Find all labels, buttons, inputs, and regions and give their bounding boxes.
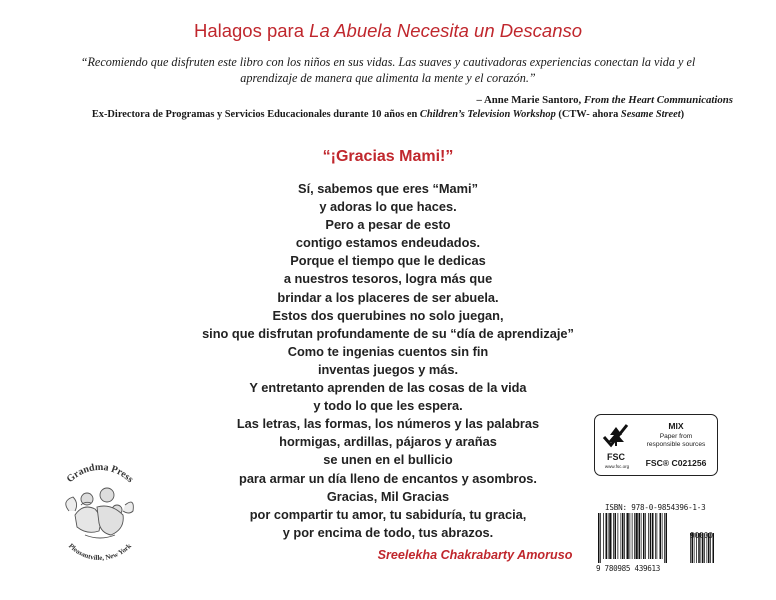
page-title (0, 20, 776, 42)
endorsement-quote: “Recomiendo que disfruten este libro con los niños en sus vidas. Las suaves y cautivadoras experiencias conectan la vida y el aprendizaje de manera que alimenta la mente y el corazón.” (80, 55, 696, 85)
title-book-name: La Abuela Necesita un Descanso (309, 20, 583, 41)
barcode-bar (648, 513, 649, 559)
barcode-bar (630, 513, 631, 559)
barcode-bar (657, 513, 658, 559)
poem-line: por compartir tu amor, tu sabiduría, tu gracia, (249, 506, 527, 522)
barcode-bar (639, 513, 641, 559)
barcode-bar (643, 513, 645, 559)
barcode-bar (613, 513, 614, 559)
poem-line: inventas juegos y más. (317, 361, 459, 377)
barcode-bar (603, 513, 604, 559)
isbn-barcode-digits: 9 780985 439613 (596, 564, 661, 573)
barcode-bar (627, 513, 629, 559)
poem-line: para armar un día lleno de encantos y asombros. (239, 470, 537, 486)
barcode-bar (650, 513, 652, 559)
barcode-bar (632, 513, 633, 559)
barcode-bar (664, 513, 665, 563)
fsc-code: FSC® C021256 (645, 458, 707, 468)
fsc-url: www.fsc.org (604, 464, 630, 469)
poem-line: sino que disfrutan profundamente de su “día de aprendizaje” (202, 325, 574, 341)
poem-line: se unen en el bullicio (323, 452, 453, 468)
barcode-bar (662, 513, 663, 559)
fsc-tree-checkmark-icon (599, 419, 633, 453)
price-addon-digits: 90000 (690, 531, 713, 540)
barcode-bar (636, 513, 638, 559)
poem-line: brindar a los placeres de ser abuela. (277, 289, 499, 305)
barcode-bar (609, 513, 611, 559)
fsc-paper-line: Paper from (659, 433, 693, 440)
poem-line: Sí, sabemos que eres “Mami” (298, 181, 478, 196)
endorsement-author-org: From the Heart Communications (583, 94, 733, 106)
barcode-bar (621, 513, 622, 559)
isbn-label: ISBN: 978-0-9854396-1-3 (605, 503, 706, 512)
barcode-bar (645, 513, 646, 559)
barcode-bar (624, 513, 625, 559)
role-mid: (CTW- ahora (555, 109, 621, 120)
barcode-bar (600, 513, 601, 563)
poem-author: Sreelekha Chakrabarty Amoruso (377, 548, 573, 562)
fsc-mix-label: MIX (668, 421, 684, 431)
barcode-bar (606, 513, 608, 559)
poem-line: Y entretanto aprenden de las cosas de la vida (249, 380, 527, 396)
poem-line: Las letras, las formas, los números y las palabras (236, 416, 540, 432)
publisher-city: Pleasantville, New York (66, 541, 134, 563)
barcode-bar (598, 513, 600, 563)
endorsement-author-name: – Anne Marie Santoro, (476, 94, 584, 106)
poem-line: hormigas, ardillas, pájaros y arañas (279, 434, 497, 450)
barcode-bar (608, 513, 609, 559)
role-show: Sesame Street (620, 109, 681, 120)
fsc-logo-text: FSC (607, 452, 625, 462)
publisher-name: Grandma Press (64, 461, 136, 486)
poem-line: y todo lo que les espera. (313, 398, 463, 414)
barcode-bar (622, 513, 624, 559)
fsc-paper-line: responsible sources (646, 440, 706, 448)
poem-line: y por encima de todo, tus abrazos. (282, 524, 494, 540)
role-suffix: ) (680, 109, 685, 120)
poem-line: contigo estamos endeudados. (295, 235, 481, 251)
endorsement-role (0, 108, 776, 122)
endorsement-author (0, 93, 733, 107)
barcode-bar (655, 513, 656, 559)
poem-body (178, 180, 598, 542)
poem-line: a nuestros tesoros, logra más que (283, 271, 493, 287)
barcode-bar (615, 513, 617, 559)
role-org: Children’s Television Workshop (419, 109, 556, 120)
title-plain: Halagos para (193, 20, 310, 41)
poem-line: y adoras lo que haces. (319, 199, 457, 215)
cherubs-illustration-icon (66, 488, 134, 538)
poem-line: Gracias, Mil Gracias (326, 488, 450, 504)
barcode-bar (666, 513, 668, 563)
barcode-bar (618, 513, 619, 559)
barcode-bar (641, 513, 642, 559)
poem-line: Como te ingenias cuentos sin fin (287, 343, 489, 359)
barcode-bar (634, 513, 635, 559)
poem-line: Pero a pesar de esto (325, 217, 451, 233)
fsc-paper-text (639, 433, 713, 448)
barcode-bar (652, 513, 654, 559)
poem-line: Porque el tiempo que le dedicas (290, 253, 486, 269)
poem-line: Estos dos querubines no solo juegan, (272, 307, 504, 323)
barcode-bar (660, 513, 662, 559)
role-prefix: Ex-Directora de Programas y Servicios Educacionales durante 10 años en (91, 109, 420, 120)
poem-title: “¡Gracias Mami!” (322, 148, 454, 165)
publisher-logo (45, 455, 155, 565)
fsc-certification-badge (594, 414, 718, 476)
